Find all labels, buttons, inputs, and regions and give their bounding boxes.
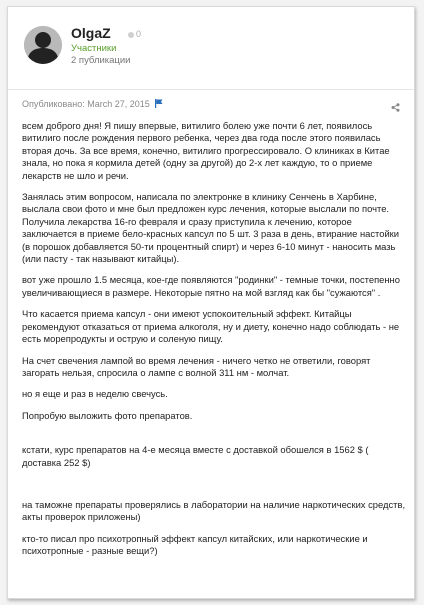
post-paragraph: Занялась этим вопросом, написала по электронке в клинику Сенчень в Харбине, выслала свои фото и мне был предложен курс лечения, которые выслали по почте. Получила лекарства 16-го февраля и сразу приступила к лечению, которое заключается в приеме бело-красных капсул по 5 шт. 3 раза в день, втирание настойки (в порошок добавляется 50-ти процентный спирт) и через 6-10 минут - наносить мазь (или пасту - так называют китайцы). xyxy=(22,191,400,265)
post-date-line xyxy=(22,99,163,110)
author-name[interactable]: OlgaZ xyxy=(71,25,111,41)
post-paragraph: Попробую выложить фото препаратов. xyxy=(22,409,193,421)
reputation-count: 0 xyxy=(136,29,142,39)
post-paragraph: Что касается приема капсул - они имеют успокоительный эффект. Китайцы рекомендуют отказаться от приема алкоголя, ну и диету, конечно надо соблюдать - не есть морепродукты и острую и соленую пищу. xyxy=(22,308,400,345)
posted-date[interactable]: March 27, 2015 xyxy=(87,99,150,109)
post-paragraph: вот уже прошло 1.5 месяца, кое-где появляются "родинки" - темные точки, постепенно увеличивающиеся в размере. Некоторые пятно на мой взгляд как бы "сужаются" . xyxy=(22,274,400,298)
avatar[interactable] xyxy=(24,26,62,64)
header-divider xyxy=(8,89,414,90)
posted-label: Опубликовано: xyxy=(22,99,85,109)
post-paragraph: На счет свечения лампой во время лечения - ничего четко не ответили, говорят загорать нельзя, спросила о лампе с волной 311 нм - молчат. xyxy=(22,354,371,378)
author-group: Участники xyxy=(71,43,117,54)
report-flag-icon[interactable] xyxy=(155,99,163,110)
post-paragraph: но я еще и раз в неделю свечусь. xyxy=(22,388,168,400)
share-icon[interactable] xyxy=(391,99,400,117)
reputation-dot-icon xyxy=(128,32,134,38)
post-paragraph: всем доброго дня! Я пишу впервые, витилиго болею уже почти 6 лет, появилось витилиго после рождения первого ребенка, через два года после этого появилась вторая дочь. За все время, конечно, витилиго прогрессировало. О клиниках в Китае знала, но пока я кормила детей (одну за другой) до 2-х лет каждую, то о приеме лекарств не шло и речи. xyxy=(22,120,390,181)
post-paragraph: кстати, курс препаратов на 4-е месяца вместе с доставкой обошелся в 1562 $ ( доставка 252 $) xyxy=(22,444,369,468)
user-silhouette-icon xyxy=(24,26,62,64)
author-meta xyxy=(71,25,271,67)
author-post-count: 2 публикации xyxy=(71,55,131,66)
post-content xyxy=(22,120,406,567)
reputation-badge xyxy=(128,29,141,39)
post-paragraph: кто-то писал про психотропный эффект капсул китайских, или наркотические и психотропные - разные вещи?) xyxy=(22,532,368,557)
forum-post xyxy=(7,6,415,599)
post-paragraph: на таможне препараты проверялись в лаборатории на наличие наркотических средств, акты проверок приложены) xyxy=(22,498,406,523)
